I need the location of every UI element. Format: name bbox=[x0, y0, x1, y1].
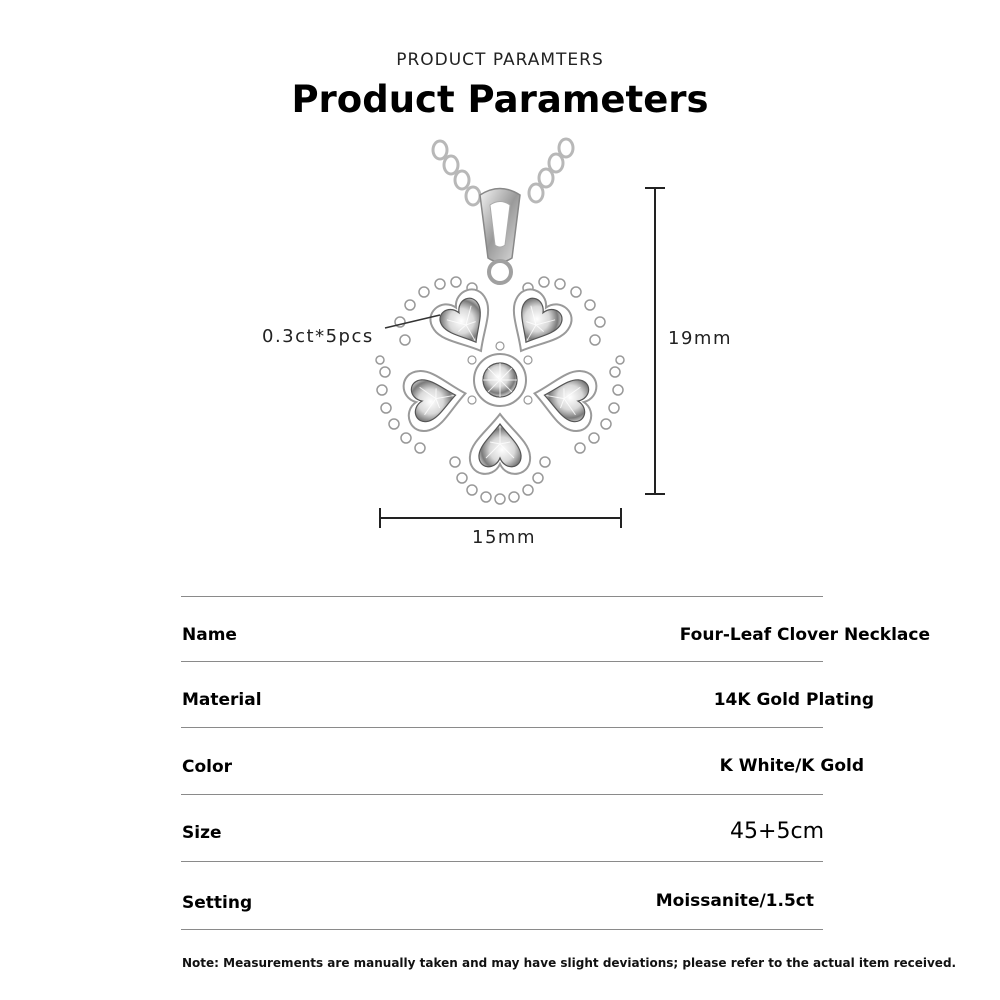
necklace-image bbox=[0, 120, 1000, 580]
width-dimension bbox=[380, 508, 621, 528]
table-divider bbox=[181, 861, 823, 862]
param-value-color: K White/K Gold bbox=[719, 756, 864, 776]
width-label: 15mm bbox=[472, 527, 536, 548]
page-title: Product Parameters bbox=[291, 78, 709, 121]
height-dimension bbox=[645, 188, 665, 494]
disclaimer-note: Note: Measurements are manually taken and may have slight deviations; please refer to the actual item received. bbox=[182, 956, 957, 970]
stone-label: 0.3ct*5pcs bbox=[262, 326, 374, 347]
param-value-size: 45+5cm bbox=[730, 819, 824, 844]
subtitle: PRODUCT PARAMTERS bbox=[396, 50, 604, 70]
param-label-material: Material bbox=[182, 690, 262, 710]
table-divider bbox=[181, 929, 823, 930]
table-divider bbox=[181, 794, 823, 795]
param-value-name: Four-Leaf Clover Necklace bbox=[679, 625, 930, 645]
param-label-size: Size bbox=[182, 823, 222, 843]
table-divider bbox=[181, 727, 823, 728]
param-label-setting: Setting bbox=[182, 893, 253, 913]
table-divider bbox=[181, 596, 823, 597]
table-divider bbox=[181, 661, 823, 662]
height-label: 19mm bbox=[668, 328, 732, 349]
param-label-name: Name bbox=[182, 625, 237, 645]
param-value-setting: Moissanite/1.5ct bbox=[655, 891, 814, 911]
param-label-color: Color bbox=[182, 757, 233, 777]
param-value-material: 14K Gold Plating bbox=[713, 690, 874, 710]
